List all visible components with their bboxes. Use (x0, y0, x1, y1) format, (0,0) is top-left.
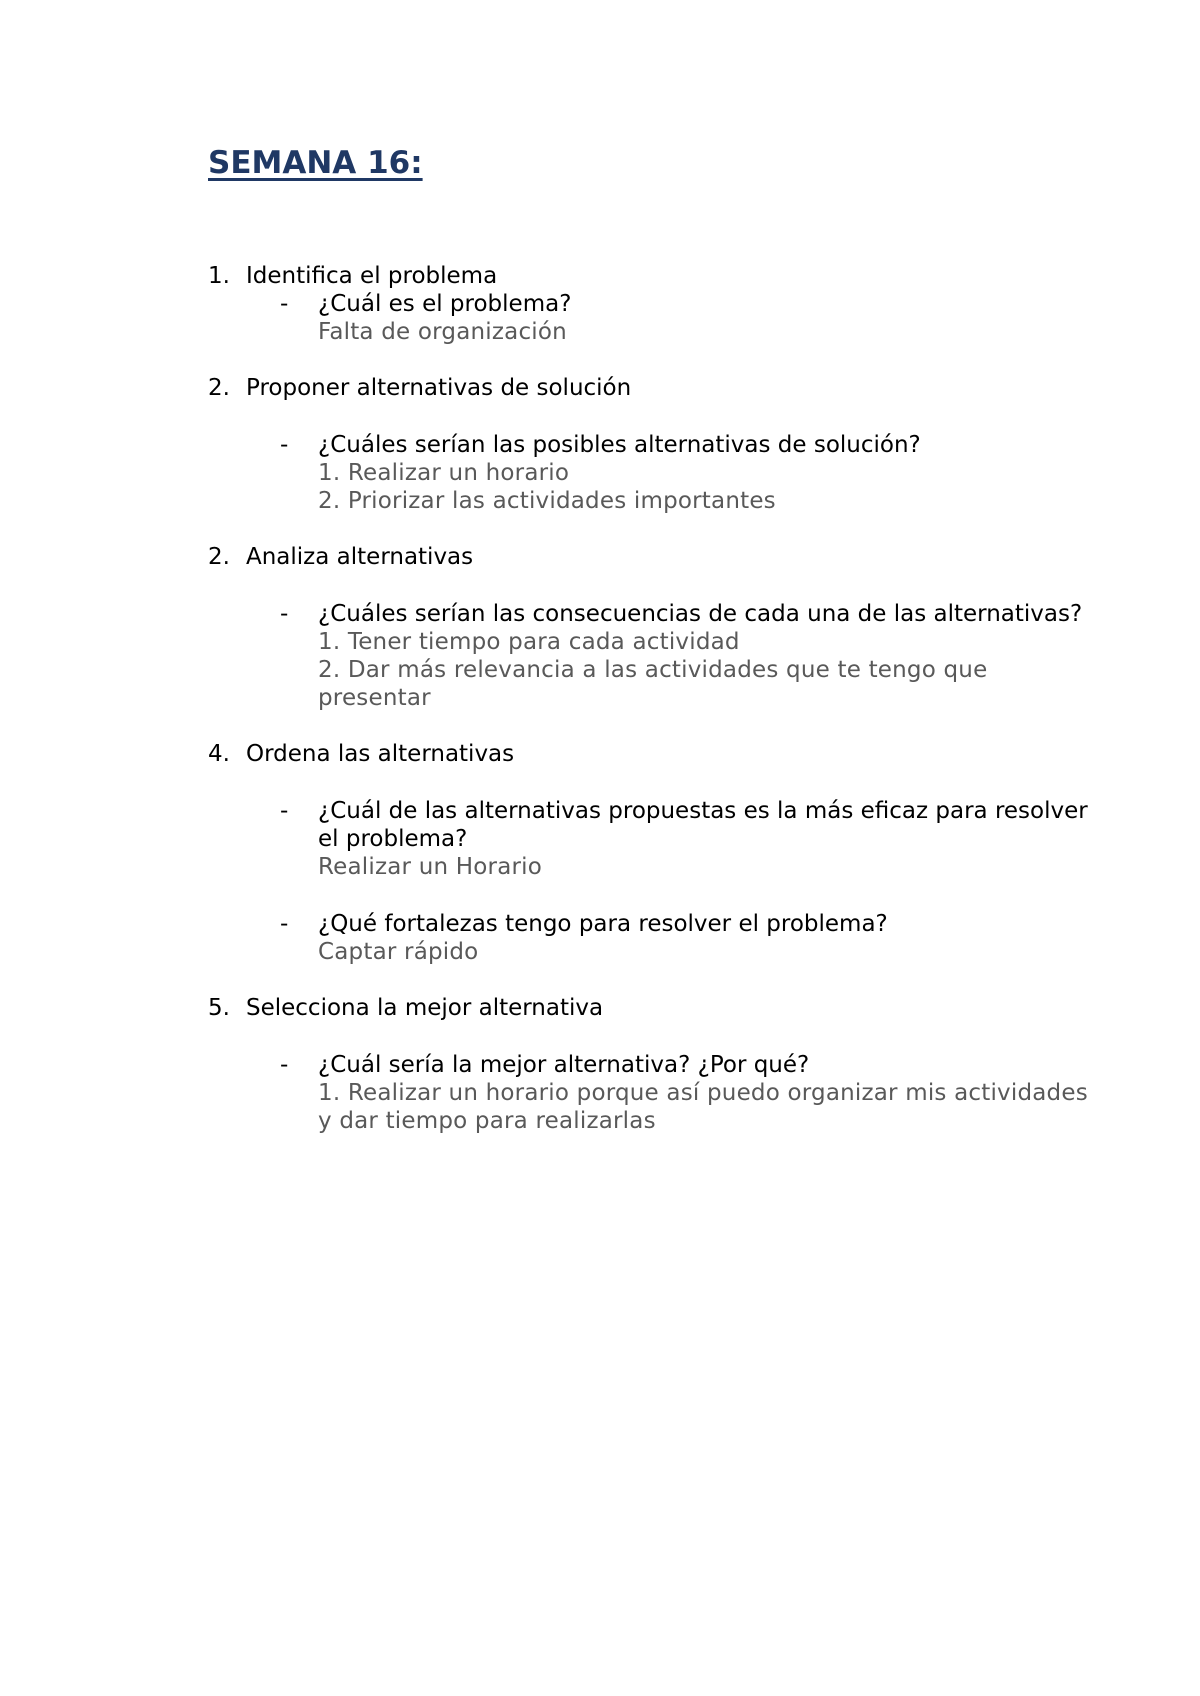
section-number: 5. (208, 995, 230, 1021)
answer-text: Captar rápido (318, 939, 479, 965)
answer-text: 1. Realizar un horario (318, 460, 570, 486)
answer-text: 1. Tener tiempo para cada actividad (318, 629, 740, 655)
section-heading-text: Identifica el problema (246, 263, 498, 289)
section-heading-text: Selecciona la mejor alternativa (246, 995, 604, 1021)
question-text: ¿Qué fortalezas tengo para resolver el problema? (318, 911, 888, 937)
question-row (208, 600, 1088, 628)
question-text: ¿Cuál sería la mejor alternativa? ¿Por qué? (318, 1052, 810, 1078)
section-heading (208, 740, 1088, 768)
question-row (208, 910, 1088, 938)
section-heading-text: Ordena las alternativas (246, 741, 515, 767)
question-row (208, 797, 1088, 853)
answer-text: 1. Realizar un horario porque así puedo organizar mis actividades y dar tiempo para realizarlas (318, 1080, 1088, 1134)
section-heading-text: Analiza alternativas (246, 544, 474, 570)
section-heading (208, 543, 1088, 571)
question-dash: - (280, 432, 289, 458)
section-number: 2. (208, 375, 230, 401)
question-dash: - (280, 1052, 289, 1078)
section-heading (208, 262, 1088, 290)
section-4 (208, 740, 1088, 966)
section-number: 1. (208, 263, 230, 289)
section-number: 4. (208, 741, 230, 767)
question-row (208, 1051, 1088, 1079)
answer-text: Realizar un Horario (318, 854, 543, 880)
question-dash: - (280, 291, 289, 317)
answer-text: Falta de organización (318, 319, 567, 345)
answer-text: 2. Dar más relevancia a las actividades que te tengo que presentar (318, 657, 988, 711)
question-text: ¿Cuáles serían las posibles alternativas de solución? (318, 432, 921, 458)
question-dash: - (280, 798, 289, 824)
section-heading-text: Proponer alternativas de solución (246, 375, 632, 401)
section-1 (208, 262, 1088, 346)
section-5 (208, 994, 1088, 1135)
question-text: ¿Cuál de las alternativas propuestas es la más eficaz para resolver el problema? (318, 798, 1088, 852)
page-title: SEMANA 16: (208, 145, 423, 181)
section-3 (208, 543, 1088, 712)
question-text: ¿Cuál es el problema? (318, 291, 572, 317)
question-row (208, 431, 1088, 459)
question-dash: - (280, 911, 289, 937)
question-text: ¿Cuáles serían las consecuencias de cada una de las alternativas? (318, 601, 1083, 627)
section-heading (208, 994, 1088, 1022)
question-dash: - (280, 601, 289, 627)
answer-text: 2. Priorizar las actividades importantes (318, 488, 776, 514)
section-2 (208, 374, 1088, 515)
section-heading (208, 374, 1088, 402)
document-body (208, 262, 1088, 1135)
section-number: 2. (208, 544, 230, 570)
question-row (208, 290, 1088, 318)
